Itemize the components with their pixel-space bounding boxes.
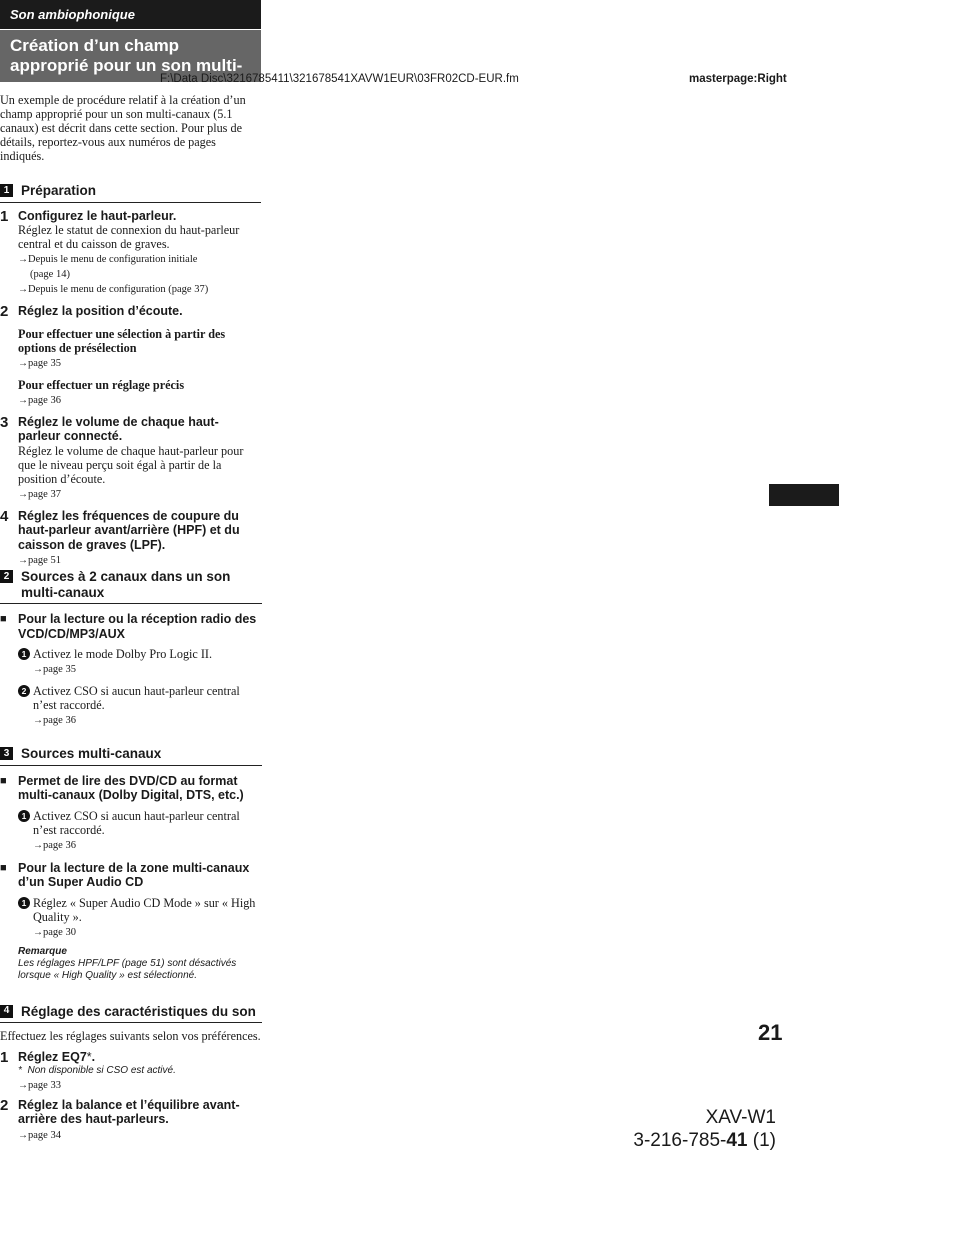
- remark-note: [0, 946, 262, 982]
- step-title: Configurez le haut-parleur.: [18, 208, 177, 223]
- page-reference: →page 35: [33, 664, 76, 675]
- circle-number-icon: 2: [18, 685, 30, 697]
- square-bullet-icon: ■: [0, 861, 7, 874]
- page-reference: →page 35: [18, 357, 61, 369]
- page-title: Création d’un champ approprié pour un son multi-canaux: [0, 30, 261, 82]
- item-text: Activez le mode Dolby Pro Logic II.: [33, 647, 213, 661]
- arrow-icon: →: [33, 664, 43, 675]
- arrow-icon: →: [33, 926, 43, 938]
- page-reference-cont: (page 14): [30, 269, 70, 280]
- square-bullet-icon: ■: [0, 774, 7, 787]
- item-text: Activez CSO si aucun haut-parleur central n’est raccordé.: [33, 808, 240, 837]
- masterpage-label: masterpage:Right: [689, 73, 787, 85]
- step-number: 4: [0, 507, 9, 525]
- step-item: [0, 509, 261, 568]
- step-title: Réglez la position d’écoute.: [18, 304, 183, 318]
- numbered-item: [0, 896, 262, 924]
- numbered-item: [0, 684, 262, 712]
- numbered-item: [0, 647, 262, 661]
- circle-number-icon: 1: [18, 897, 30, 909]
- arrow-icon: →: [18, 394, 28, 406]
- section-title: Sources à 2 canaux dans un son multi-canaux: [21, 569, 231, 600]
- page-reference: →page 33: [18, 1079, 61, 1091]
- step-number: 2: [0, 303, 9, 320]
- arrow-icon: →: [33, 839, 43, 851]
- arrow-icon: →: [18, 284, 28, 295]
- remark-text: Les réglages HPF/LPF (page 51) sont désactivés lorsque « High Quality » est sélectionné.: [18, 957, 237, 981]
- page-reference: →Depuis le menu de configuration initiale: [18, 254, 198, 265]
- page-reference: →page 34: [18, 1129, 61, 1141]
- step-title: Réglez les fréquences de coupure du haut-parleur avant/arrière (HPF) et du caisson de graves (LPF).: [18, 508, 240, 552]
- left-column: [0, 0, 261, 567]
- section-number-badge: 3: [0, 747, 13, 760]
- model-name: XAV-W1: [705, 1107, 776, 1128]
- arrow-icon: →: [18, 357, 28, 369]
- step-description: Réglez le statut de connexion du haut-parleur central et du caisson de graves.: [18, 223, 240, 251]
- page-number: 21: [758, 1020, 783, 1045]
- item-text: Activez CSO si aucun haut-parleur central n’est raccordé.: [33, 684, 240, 712]
- step-number: 1: [0, 1049, 9, 1066]
- step-item: [0, 1098, 262, 1142]
- section-number-badge: 2: [0, 570, 13, 583]
- step-title: Réglez EQ7*.: [18, 1050, 96, 1064]
- bullet-heading: ■ Pour la lecture ou la réception radio des VCD/CD/MP3/AUX: [0, 612, 257, 641]
- step-item: [0, 304, 261, 407]
- page-reference: →page 36: [33, 715, 76, 726]
- section-title: Sources multi-canaux: [21, 746, 162, 761]
- section-number-badge: 1: [0, 184, 13, 197]
- intro-paragraph: Un exemple de procédure relatif à la création d’un champ approprié pour un son multi-canaux (5.1 canaux) est décrit dans cette section. Pour plus de détails, reportez-vous aux numéros de pages indiqués.: [0, 93, 246, 163]
- right-column: [0, 567, 262, 1142]
- remark-title: Remarque: [18, 945, 67, 957]
- category-title: Son ambiophonique: [10, 7, 135, 22]
- sub-heading: Pour effectuer un réglage précis: [18, 377, 185, 392]
- step-item: [0, 415, 261, 501]
- step-title: Réglez la balance et l’équilibre avant-arrière des haut-parleurs.: [18, 1097, 240, 1126]
- arrow-icon: →: [18, 555, 28, 566]
- section-number-badge: 4: [0, 1005, 13, 1018]
- circle-number-icon: 1: [18, 810, 30, 822]
- bullet-heading: ■ Permet de lire des DVD/CD au format multi-canaux (Dolby Digital, DTS, etc.): [0, 773, 244, 802]
- step-number: 3: [0, 413, 9, 431]
- square-bullet-icon: ■: [0, 613, 7, 625]
- step-item: [0, 209, 261, 297]
- arrow-icon: →: [18, 254, 28, 265]
- section-title: Réglage des caractéristiques du son: [21, 1003, 256, 1019]
- section-heading-multichannel: [0, 746, 262, 766]
- category-band: [0, 0, 261, 29]
- arrow-icon: →: [18, 1129, 28, 1141]
- model-info: [633, 1106, 776, 1152]
- page-reference: →page 36: [18, 394, 61, 406]
- item-text: Réglez « Super Audio CD Mode » sur « High Quality ».: [33, 895, 256, 924]
- chapter-tab: [769, 484, 839, 506]
- sub-heading: Pour effectuer une sélection à partir des options de présélection: [18, 326, 226, 355]
- footnote: * Non disponible si CSO est activé.: [18, 1064, 176, 1076]
- product-code: 3-216-785-41 (1): [633, 1130, 776, 1151]
- step-item: [0, 1050, 262, 1092]
- section-heading-2-channel: [0, 567, 262, 604]
- step-title: Réglez le volume de chaque haut-parleur connecté.: [18, 414, 219, 443]
- section-intro: Effectuez les réglages suivants selon vos préférences.: [0, 1029, 261, 1043]
- section-heading-preparation: [0, 183, 261, 203]
- step-number: 2: [0, 1096, 9, 1114]
- numbered-item: [0, 809, 262, 837]
- page-reference: →page 36: [33, 839, 76, 851]
- page-reference: →page 51: [18, 555, 61, 566]
- section-heading-sound: [0, 1004, 262, 1024]
- arrow-icon: →: [33, 715, 43, 726]
- circle-number-icon: 1: [18, 648, 30, 660]
- footnote-mark: *: [86, 1050, 92, 1064]
- step-description: Réglez le volume de chaque haut-parleur pour que le niveau perçu soit égal à partir de la position d’écoute.: [18, 443, 244, 486]
- bullet-heading: ■ Pour la lecture de la zone multi-canaux d’un Super Audio CD: [0, 860, 250, 889]
- arrow-icon: →: [18, 1079, 28, 1091]
- section-title: Préparation: [21, 183, 97, 198]
- page-reference: →page 37: [18, 488, 61, 500]
- arrow-icon: →: [18, 488, 28, 500]
- page-reference: →page 30: [33, 926, 76, 938]
- page-reference: →Depuis le menu de configuration (page 37): [18, 284, 209, 295]
- file-path: F:\Data Disc\3216785411\321678541XAVW1EUR\03FR02CD-EUR.fm: [160, 73, 519, 85]
- step-number: 1: [0, 207, 9, 225]
